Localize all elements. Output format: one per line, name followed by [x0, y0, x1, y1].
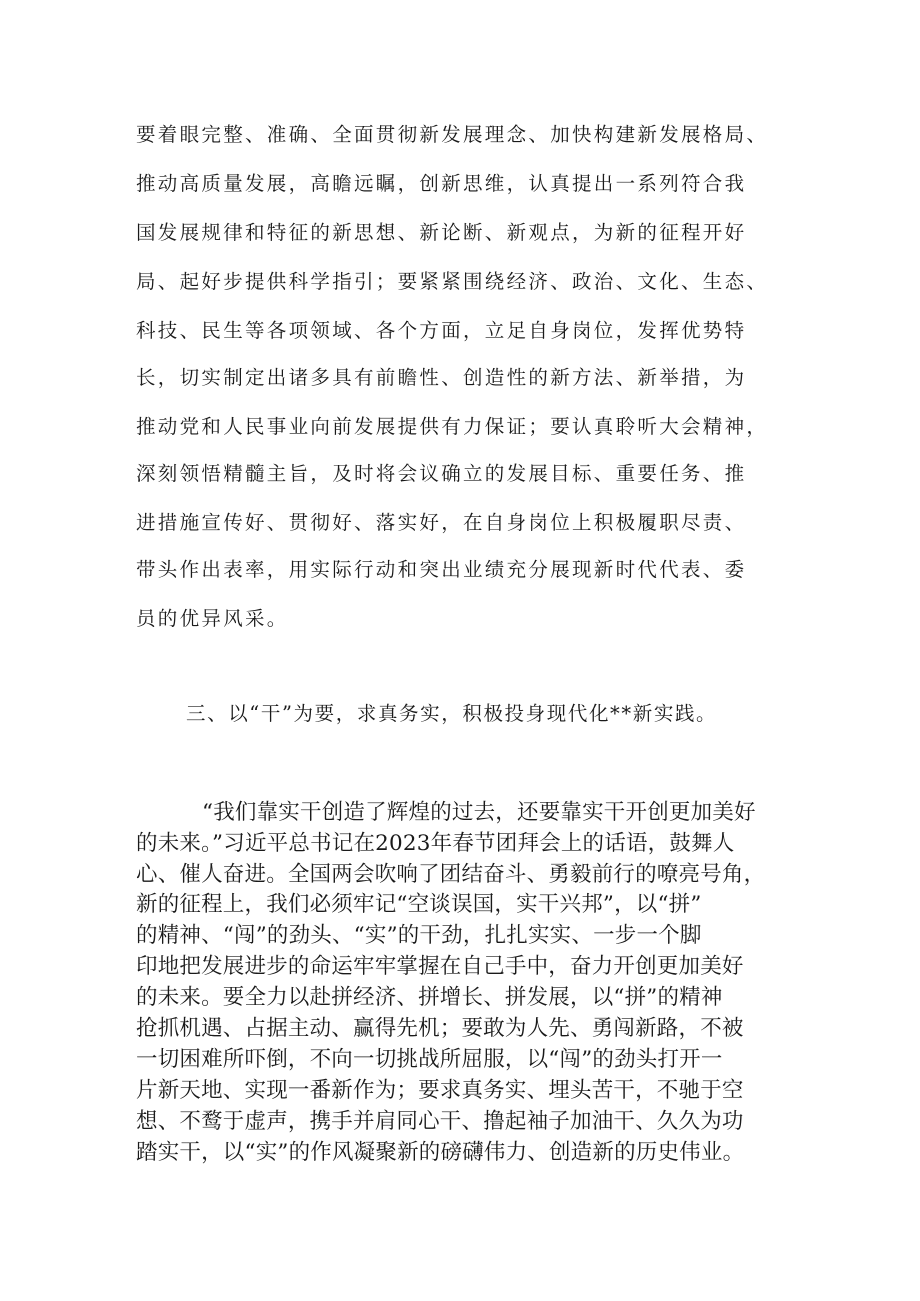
paragraph-line: 的精神、“闯”的劲头、“实”的干劲，扎扎实实、一步一个脚	[136, 923, 702, 948]
paragraph-line: 踏实干，以“实”的作风凝聚新的磅礴伟力、创造新的历史伟业。	[136, 1140, 745, 1165]
paragraph-line: 进措施宣传好、贯彻好、落实好，在自身岗位上积极履职尽责、	[136, 511, 747, 534]
paragraph-line: “我们靠实干创造了辉煌的过去，还要靠实干开创更加美好	[202, 800, 756, 825]
paragraph-line: 带头作出表率，用实际行动和突出业绩充分展现新时代代表、委	[136, 558, 747, 581]
paragraph-line: 推动党和人民事业向前发展提供有力保证；要认真聆听大会精神，	[136, 415, 769, 438]
paragraph-line: 印地把发展进步的命运牢牢掌握在自己手中，奋力开创更加美好	[136, 954, 744, 979]
paragraph-line: 要着眼完整、准确、全面贯彻新发展理念、加快构建新发展格局、	[136, 123, 769, 146]
paragraph-line: 的未来。”习近平总书记在2023年春节团拜会上的话语，鼓舞人	[136, 831, 735, 856]
section-heading: 三、以“干”为要，求真务实，积极投身现代化**新实践。	[186, 702, 718, 725]
paragraph-line: 心、催人奋进。全国两会吹响了团结奋斗、勇毅前行的嘹亮号角，	[136, 862, 766, 887]
paragraph-line: 想、不鹜于虚声，携手并肩同心干、撸起袖子加油干、久久为功	[136, 1109, 744, 1134]
paragraph-line: 片新天地、实现一番新作为；要求真务实、埋头苦干，不驰于空	[136, 1078, 744, 1103]
paragraph-line: 新的征程上，我们必须牢记“空谈误国，实干兴邦”，以“拼”	[136, 892, 702, 917]
paragraph-line: 的未来。要全力以赴拼经济、拼增长、拼发展，以“拼”的精神	[136, 985, 723, 1010]
paragraph-line: 一切困难所吓倒，不向一切挑战所屈服，以“闯”的劲头打开一	[136, 1047, 723, 1072]
paragraph-line: 科技、民生等各项领域、各个方面，立足自身岗位，发挥优势特	[136, 319, 747, 342]
paragraph-line: 员的优异风采。	[136, 607, 289, 630]
paragraph-line: 局、起好步提供科学指引；要紧紧围绕经济、政治、文化、生态、	[136, 270, 769, 293]
paragraph-line: 推动高质量发展，高瞻远瞩，创新思维，认真提出一系列符合我	[136, 172, 747, 195]
paragraph-line: 长，切实制定出诸多具有前瞻性、创造性的新方法、新举措，为	[136, 366, 747, 389]
paragraph-line: 国发展规律和特征的新思想、新论断、新观点，为新的征程开好	[136, 221, 747, 244]
paragraph-line: 深刻领悟精髓主旨，及时将会议确立的发展目标、重要任务、推	[136, 462, 747, 485]
paragraph-line: 抢抓机遇、占据主动、赢得先机；要敢为人先、勇闯新路，不被	[136, 1016, 744, 1041]
